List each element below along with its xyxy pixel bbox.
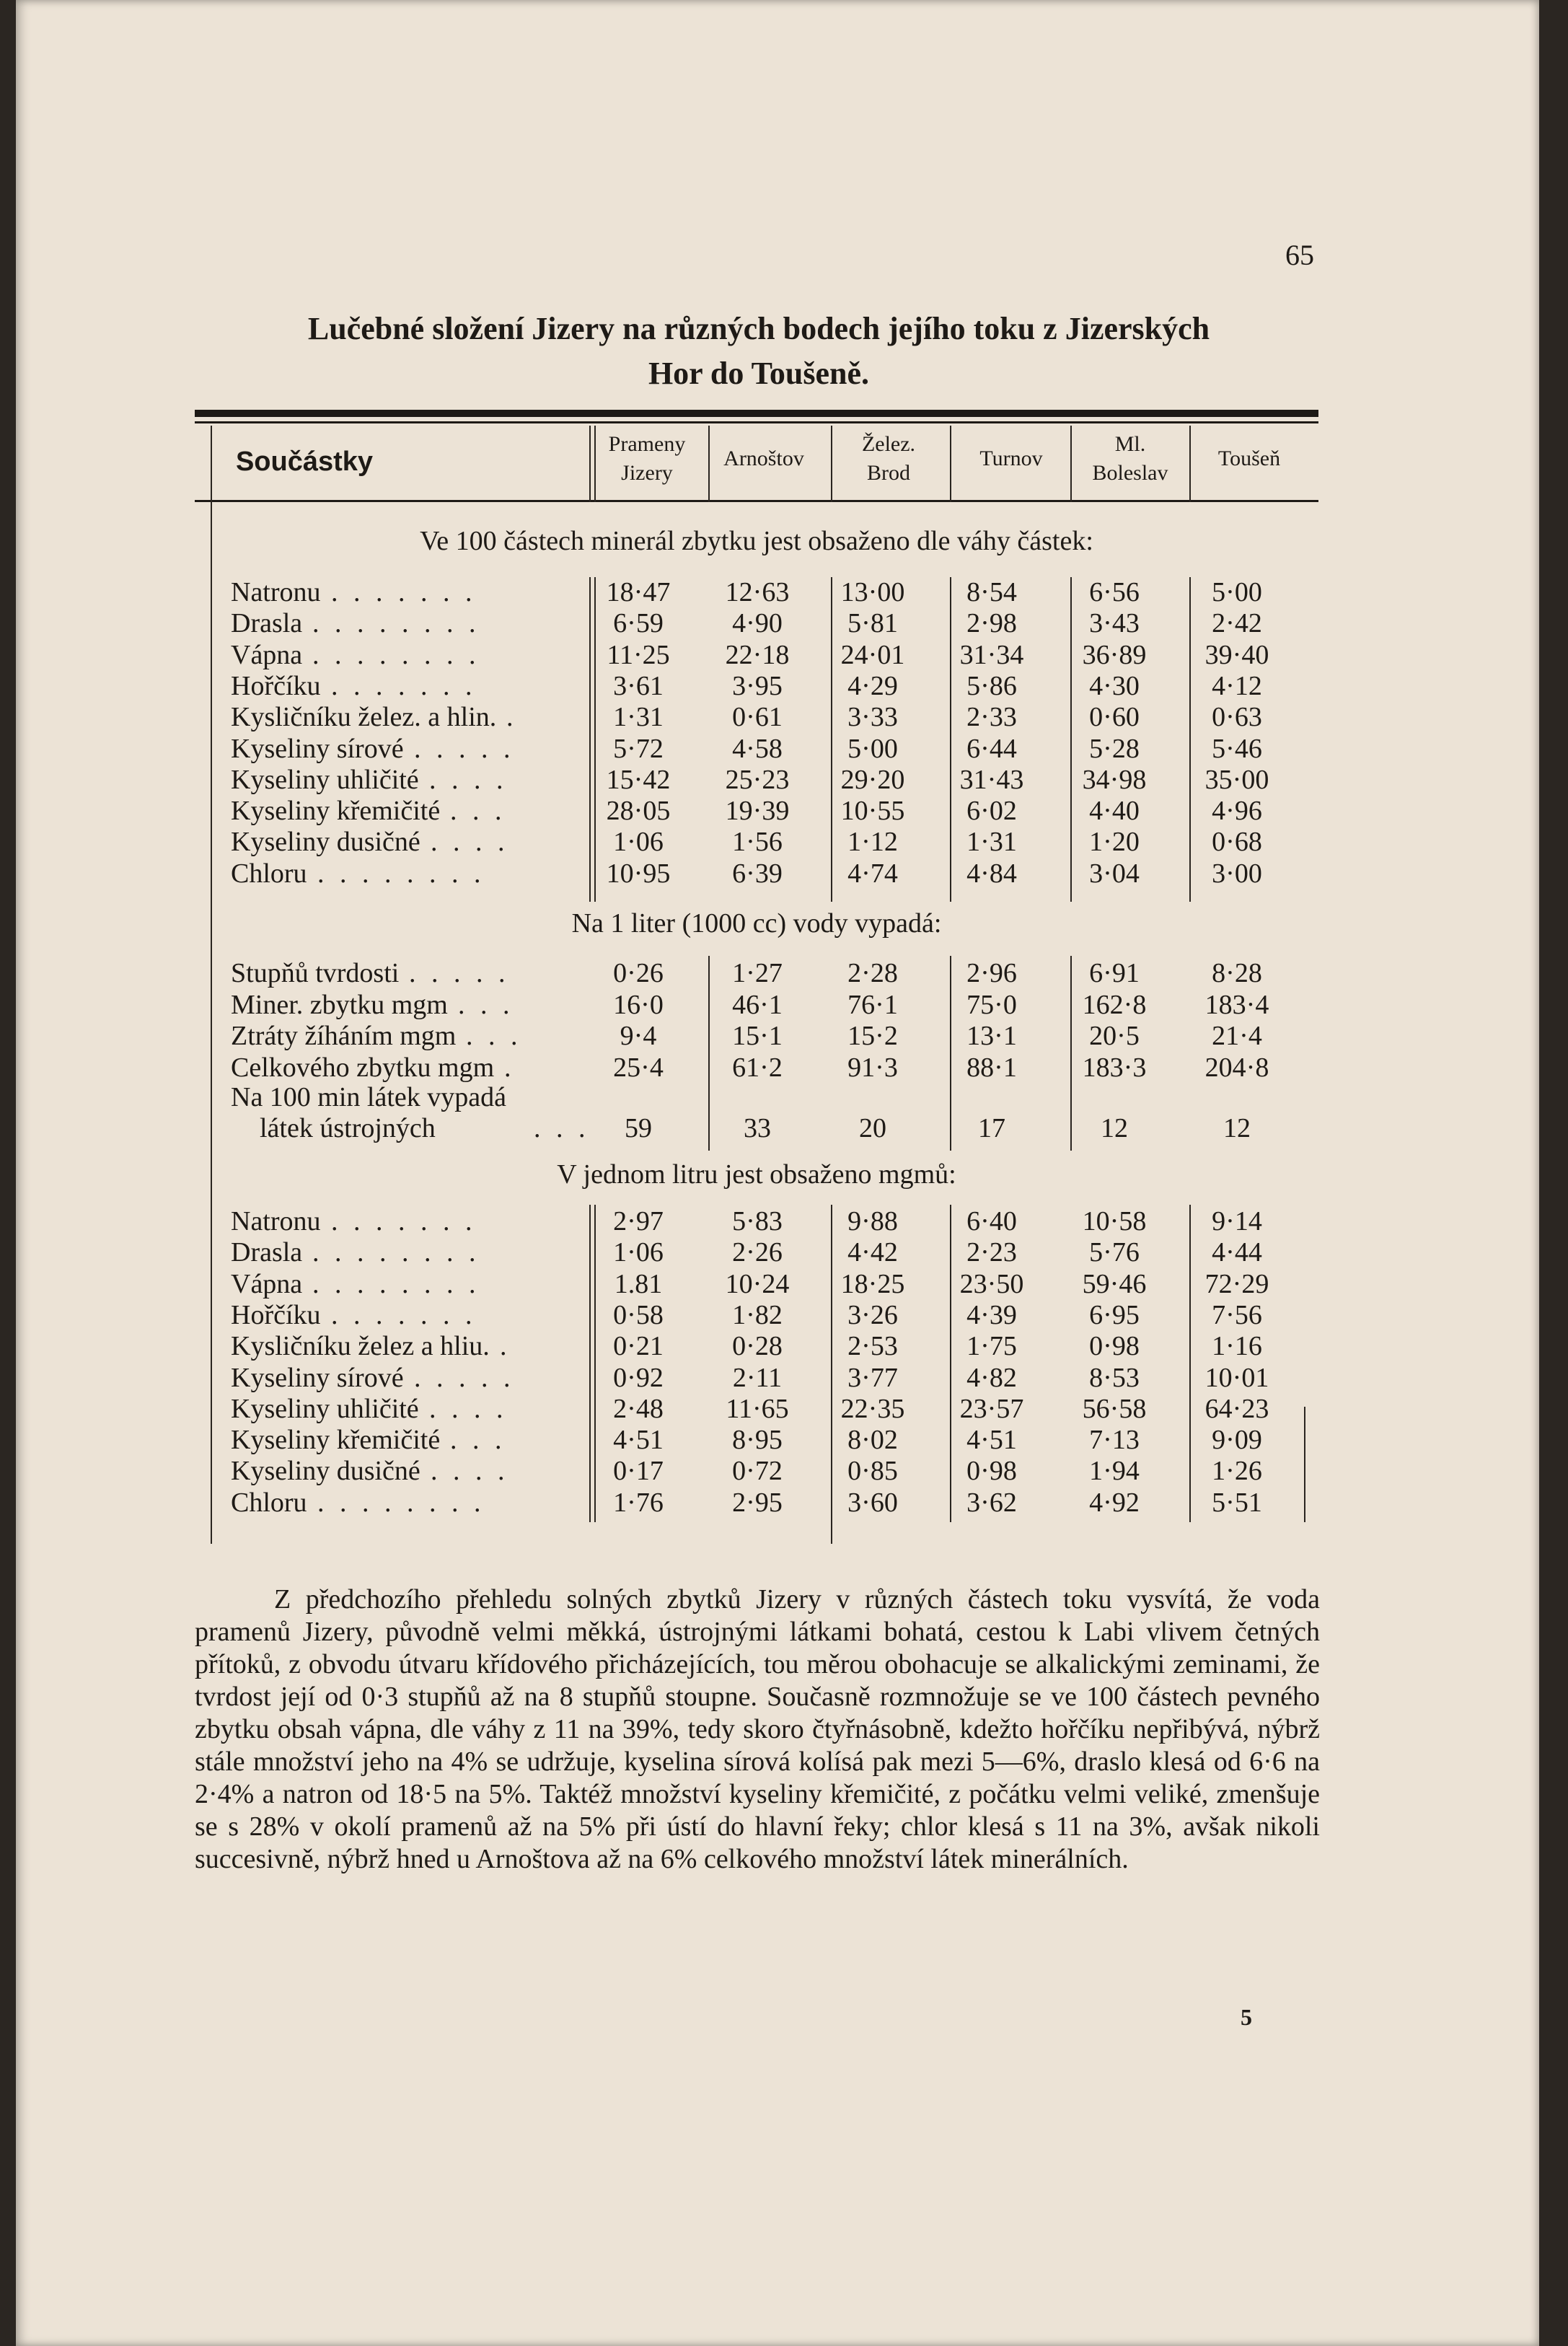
row-label: Hořčíku: [231, 670, 321, 701]
leader-dots: . . .: [450, 1425, 506, 1456]
row-label: Vápna: [231, 639, 303, 670]
cell: 5·81: [847, 608, 898, 639]
cell: 3·62: [966, 1487, 1017, 1518]
table-row: [195, 858, 1349, 889]
row-label: Hořčíku: [231, 1299, 321, 1330]
cell: 12: [1101, 1113, 1128, 1143]
cell: 3·26: [847, 1299, 898, 1330]
cell: 61·2: [732, 1052, 783, 1083]
leader-dots: . . .: [458, 989, 514, 1020]
cell: 33: [744, 1113, 771, 1143]
cell: 19·39: [725, 796, 790, 827]
leader-dots: . . . . . . . .: [312, 1237, 480, 1268]
cell: 59: [625, 1113, 652, 1143]
header-col-6: Toušeň: [1217, 447, 1281, 470]
cell: 10·95: [606, 858, 671, 889]
cell: 1·27: [732, 958, 783, 988]
col-separator: [708, 426, 710, 502]
cell: 76·1: [847, 989, 898, 1020]
cell: 6·59: [613, 608, 664, 639]
cell: 2·33: [966, 702, 1017, 733]
cell: 1·76: [613, 1487, 664, 1518]
cell: 6·91: [1089, 958, 1140, 988]
body-paragraph: Z předchozího přehledu solných zbytků Jizery v různých částech toku vysvítá, že voda pramenů Jizery, původně velmi měkká, ústrojnými látkami bohatá, cestou k Labi vlivem četných přítoků, z obvodu útvaru křídového přicházejících, tou měrou obohacuje se alkalickými zeminami, že tvrdost její od 0·3 stupňů až na 8 stupňů stoupne. Současně rozmnožuje se ve 100 částech pevného zbytku obsah vápna, dle váhy z 11 na 39%, tedy skoro čtyřnásobně, kdežto hořčíku nepřibývá, nýbrž stále množství jeho na 4% se udržuje, kyselina sírová kolísá pak mezi 5—6%, draslo klesá od 6·6 na 2·4% a natron od 18·5 na 5%. Taktéž množství kyseliny křemičité, z počátku velmi veliké, zmenšuje se s 28% v okolí pramenů až na 5% při ústí do hlavní řeky; chlor klesá s 11 na 3%, avšak nikoli succesivně, nýbrž hned u Arnoštova až na 6% celkového množství látek minerálních.: [195, 1584, 1320, 1874]
table-row: [195, 796, 1349, 827]
page-title: [182, 307, 1336, 396]
cell: 56·58: [1082, 1393, 1147, 1424]
cell: 15·2: [847, 1021, 898, 1051]
col-separator: [1070, 426, 1072, 502]
cell: 22·35: [840, 1393, 905, 1424]
leader-dots: . . . . . . . .: [312, 1268, 480, 1299]
cell: 3·04: [1089, 858, 1140, 889]
cell: 4·96: [1212, 796, 1262, 827]
cell: 1·06: [613, 827, 664, 858]
col-separator: [594, 426, 596, 502]
cell: 2·23: [966, 1237, 1017, 1268]
cell: 3·77: [847, 1362, 898, 1393]
cell: 6·40: [966, 1206, 1017, 1236]
cell: 7·56: [1212, 1299, 1262, 1330]
cell: 4·29: [847, 670, 898, 701]
cell: 3·33: [847, 702, 898, 733]
cell: 2·96: [966, 958, 1017, 988]
leader-dots: . . . . . . . .: [317, 1487, 485, 1518]
table-top-rule: [195, 410, 1318, 417]
leader-dots: . . .: [466, 1021, 522, 1051]
cell: 2·97: [613, 1206, 664, 1236]
cell: 9·88: [847, 1206, 898, 1236]
cell: 0·98: [966, 1456, 1017, 1487]
cell: 1·94: [1089, 1456, 1140, 1487]
row-label: Natronu: [231, 1206, 321, 1236]
header-soucastky: Součástky: [235, 447, 374, 477]
row-label: Chloru: [231, 1487, 307, 1518]
cell: 31·43: [959, 764, 1024, 795]
cell: 0·68: [1212, 827, 1262, 858]
table-top-rule-thin: [195, 421, 1318, 423]
table-row: [195, 1425, 1349, 1456]
cell: 4·44: [1212, 1237, 1262, 1268]
cell: 5·76: [1089, 1237, 1140, 1268]
cell: 59·46: [1082, 1268, 1147, 1299]
cell: 9·14: [1212, 1206, 1262, 1236]
cell: 2·95: [732, 1487, 783, 1518]
row-label: Drasla: [231, 1237, 303, 1268]
cell: 25·23: [725, 764, 790, 795]
cell: 4·42: [847, 1237, 898, 1268]
cell: 0·61: [732, 702, 783, 733]
cell: 1·06: [613, 1237, 664, 1268]
leader-dots: .: [500, 1331, 511, 1362]
cell: 22·18: [725, 639, 790, 670]
cell: 0·98: [1089, 1331, 1140, 1362]
cell: 10·55: [840, 796, 905, 827]
cell: 72·29: [1204, 1268, 1269, 1299]
row-label: Na 100 min látek vypadá: [231, 1082, 507, 1112]
cell: 21·4: [1212, 1021, 1262, 1051]
cell: 36·89: [1082, 639, 1147, 670]
table-row: [195, 1053, 1349, 1084]
cell: 1·12: [847, 827, 898, 858]
row-label: Ztráty žíháním mgm: [231, 1021, 457, 1051]
cell: 4·58: [732, 733, 783, 764]
leader-dots: . . . . . . . .: [312, 639, 480, 670]
page-number: 65: [1285, 239, 1314, 271]
cell: 2·48: [613, 1393, 664, 1424]
section-heading-3: V jednom litru jest obsaženo mgmů:: [557, 1159, 956, 1190]
leader-dots: . . . .: [429, 1393, 508, 1424]
row-label: Kyseliny křemičité: [231, 796, 441, 827]
cell: 13·00: [840, 577, 905, 607]
cell: 75·0: [966, 989, 1017, 1020]
cell: 4·40: [1089, 796, 1140, 827]
leader-dots: .: [506, 702, 518, 733]
cell: 18·47: [606, 577, 671, 607]
table-row: [195, 958, 1349, 989]
cell: 11·65: [726, 1393, 789, 1424]
row-label: Kyseliny dusičné: [231, 827, 420, 858]
row-label: látek ústrojných: [260, 1113, 436, 1143]
cell: 10·58: [1082, 1206, 1147, 1236]
col-separator: [831, 426, 832, 502]
cell: 29·20: [840, 764, 905, 795]
cell: 4·12: [1212, 670, 1262, 701]
table-row: [195, 1394, 1349, 1425]
row-label: Kyseliny dusičné: [231, 1456, 420, 1487]
cell: 0·72: [732, 1456, 783, 1487]
leader-dots: . . . .: [431, 1456, 509, 1487]
cell: 6·44: [966, 733, 1017, 764]
cell: 39·40: [1204, 639, 1269, 670]
cell: 0·17: [613, 1456, 664, 1487]
row-label: Kyseliny uhličité: [231, 1393, 419, 1424]
cell: 9·4: [620, 1021, 657, 1051]
cell: 23·57: [959, 1393, 1024, 1424]
table-row: [195, 1082, 1349, 1113]
cell: 0·60: [1089, 702, 1140, 733]
cell: 3·43: [1089, 608, 1140, 639]
cell: 0·28: [732, 1331, 783, 1362]
cell: 6·56: [1089, 577, 1140, 607]
table-row: [195, 1456, 1349, 1487]
table-row: [195, 827, 1349, 858]
cell: 15·42: [606, 764, 671, 795]
cell: 10·01: [1204, 1362, 1269, 1393]
cell: 20: [859, 1113, 886, 1143]
header-col-5: Ml. Boleslav: [1092, 432, 1168, 485]
table-row: [195, 640, 1349, 671]
cell: 34·98: [1082, 764, 1147, 795]
cell: 3·60: [847, 1487, 898, 1518]
cell: 31·34: [959, 639, 1024, 670]
table-row: [195, 608, 1349, 639]
table-row: [195, 1113, 1349, 1144]
title-line-1: Lučebné složení Jizery na různých bodech jejího toku z Jizerských: [307, 311, 1210, 346]
leader-dots: . . . .: [431, 827, 509, 858]
leader-dots: . . . . . . .: [331, 670, 477, 701]
col-separator: [589, 426, 591, 502]
cell: 1·56: [732, 827, 783, 858]
cell: 2·53: [847, 1331, 898, 1362]
cell: 3·61: [613, 670, 664, 701]
row-label: Chloru: [231, 858, 307, 889]
cell: 5·72: [613, 733, 664, 764]
cell: 204·8: [1204, 1052, 1269, 1083]
cell: 1·16: [1212, 1331, 1262, 1362]
cell: 64·23: [1204, 1393, 1269, 1424]
title-line-2: Hor do Toušeně.: [648, 356, 870, 391]
cell: 4·74: [847, 858, 898, 889]
cell: 17: [978, 1113, 1005, 1143]
cell: 2·26: [732, 1237, 783, 1268]
cell: 5·86: [966, 670, 1017, 701]
table-row: [195, 577, 1349, 608]
leader-dots: . . . . . . . .: [312, 608, 480, 639]
cell: 5·46: [1212, 733, 1262, 764]
cell: 16·0: [613, 989, 664, 1020]
cell: 2·98: [966, 608, 1017, 639]
cell: 4·39: [966, 1299, 1017, 1330]
table-row: [195, 1488, 1349, 1519]
cell: 1·31: [966, 827, 1017, 858]
table-row: [195, 765, 1349, 796]
row-label: Kyseliny křemičité: [231, 1425, 441, 1456]
cell: 4·82: [966, 1362, 1017, 1393]
table-row: [195, 1300, 1349, 1331]
cell: 2·42: [1212, 608, 1262, 639]
row-label: Kyseliny uhličité: [231, 764, 419, 795]
cell: 183·4: [1204, 989, 1269, 1020]
cell: 0·58: [613, 1299, 664, 1330]
row-label: Kyseliny sírové: [231, 733, 404, 764]
table-row: [195, 1269, 1349, 1300]
header-col-1: Prameny Jizery: [608, 432, 686, 485]
row-label: Stupňů tvrdosti: [231, 958, 400, 988]
cell: 0·85: [847, 1456, 898, 1487]
cell: 15·1: [732, 1021, 783, 1051]
cell: 25·4: [613, 1052, 664, 1083]
row-label: Vápna: [231, 1268, 303, 1299]
cell: 28·05: [606, 796, 671, 827]
table-row: [195, 990, 1349, 1021]
cell: 6·02: [966, 796, 1017, 827]
cell: 0·92: [613, 1362, 664, 1393]
cell: 91·3: [847, 1052, 898, 1083]
cell: 11·25: [607, 639, 670, 670]
row-label: Drasla: [231, 608, 303, 639]
row-label: Kysličníku želez. a hlin.: [231, 702, 497, 733]
cell: 5·00: [847, 733, 898, 764]
cell: 18·25: [840, 1268, 905, 1299]
header-col-3: Želez. Brod: [861, 432, 916, 485]
row-label: Natronu: [231, 577, 321, 607]
row-label: Celkového zbytku mgm: [231, 1052, 495, 1083]
cell: 8·54: [966, 577, 1017, 607]
row-label: Miner. zbytku mgm: [231, 989, 448, 1020]
cell: 10·24: [725, 1268, 790, 1299]
cell: 162·8: [1082, 989, 1147, 1020]
cell: 0·21: [613, 1331, 664, 1362]
leader-dots: . . . . . . .: [331, 1299, 477, 1330]
cell: 88·1: [966, 1052, 1017, 1083]
leader-dots: . . .: [534, 1113, 590, 1143]
cell: 1·26: [1212, 1456, 1262, 1487]
cell: 2·28: [847, 958, 898, 988]
col-separator: [1189, 426, 1191, 502]
row-label: Kyseliny sírové: [231, 1362, 404, 1393]
cell: 4·92: [1089, 1487, 1140, 1518]
cell: 3·00: [1212, 858, 1262, 889]
cell: 24·01: [840, 639, 905, 670]
cell: 8·95: [732, 1425, 783, 1456]
cell: 4·51: [613, 1425, 664, 1456]
cell: 0·26: [613, 958, 664, 988]
cell: 20·5: [1089, 1021, 1140, 1051]
cell: 1·31: [613, 702, 664, 733]
cell: 5·00: [1212, 577, 1262, 607]
cell: 46·1: [732, 989, 783, 1020]
signature-mark: 5: [1241, 2004, 1252, 2030]
leader-dots: . . . . .: [409, 958, 510, 988]
page: [16, 0, 1539, 2346]
cell: 1.81: [614, 1268, 663, 1299]
col-separator: [950, 426, 951, 502]
cell: 4·90: [732, 608, 783, 639]
table-row: [195, 734, 1349, 765]
cell: 12: [1223, 1113, 1251, 1143]
leader-dots: . . .: [450, 796, 506, 827]
leader-dots: .: [504, 1052, 516, 1083]
cell: 0·63: [1212, 702, 1262, 733]
leader-dots: . . . . .: [414, 1362, 515, 1393]
section-heading-2: Na 1 liter (1000 cc) vody vypadá:: [571, 908, 942, 939]
cell: 1·82: [732, 1299, 783, 1330]
cell: 5·83: [732, 1206, 783, 1236]
row-label: Kysličníku želez a hliu.: [231, 1331, 490, 1362]
table-row: [195, 702, 1349, 733]
leader-dots: . . . .: [429, 764, 508, 795]
cell: 8·02: [847, 1425, 898, 1456]
table-row: [195, 671, 1349, 702]
cell: 12·63: [725, 577, 790, 607]
table-row: [195, 1363, 1349, 1394]
header-col-2: Arnoštov: [723, 447, 804, 470]
header-bottom-rule: [195, 500, 1318, 502]
table-row: [195, 1237, 1349, 1268]
leader-dots: . . . . .: [414, 733, 515, 764]
cell: 6·39: [732, 858, 783, 889]
cell: 4·30: [1089, 670, 1140, 701]
section-heading-1: Ve 100 částech minerál zbytku jest obsaženo dle váhy částek:: [420, 526, 1093, 556]
table-row: [195, 1206, 1349, 1237]
cell: 8·53: [1089, 1362, 1140, 1393]
cell: 8·28: [1212, 958, 1262, 988]
cell: 23·50: [959, 1268, 1024, 1299]
cell: 9·09: [1212, 1425, 1262, 1456]
header-col-4: Turnov: [979, 447, 1043, 470]
cell: 3·95: [732, 670, 783, 701]
cell: 13·1: [966, 1021, 1017, 1051]
leader-dots: . . . . . . .: [331, 577, 477, 607]
table-row: [195, 1331, 1349, 1362]
leader-dots: . . . . . . .: [331, 1206, 477, 1236]
table-row: [195, 1021, 1349, 1052]
cell: 5·51: [1212, 1487, 1262, 1518]
cell: 7·13: [1089, 1425, 1140, 1456]
cell: 6·95: [1089, 1299, 1140, 1330]
cell: 35·00: [1204, 764, 1269, 795]
cell: 5·28: [1089, 733, 1140, 764]
cell: 4·84: [966, 858, 1017, 889]
cell: 2·11: [732, 1362, 783, 1393]
cell: 1·75: [966, 1331, 1017, 1362]
cell: 183·3: [1082, 1052, 1147, 1083]
leader-dots: . . . . . . . .: [317, 858, 485, 889]
cell: 1·20: [1089, 827, 1140, 858]
cell: 4·51: [966, 1425, 1017, 1456]
